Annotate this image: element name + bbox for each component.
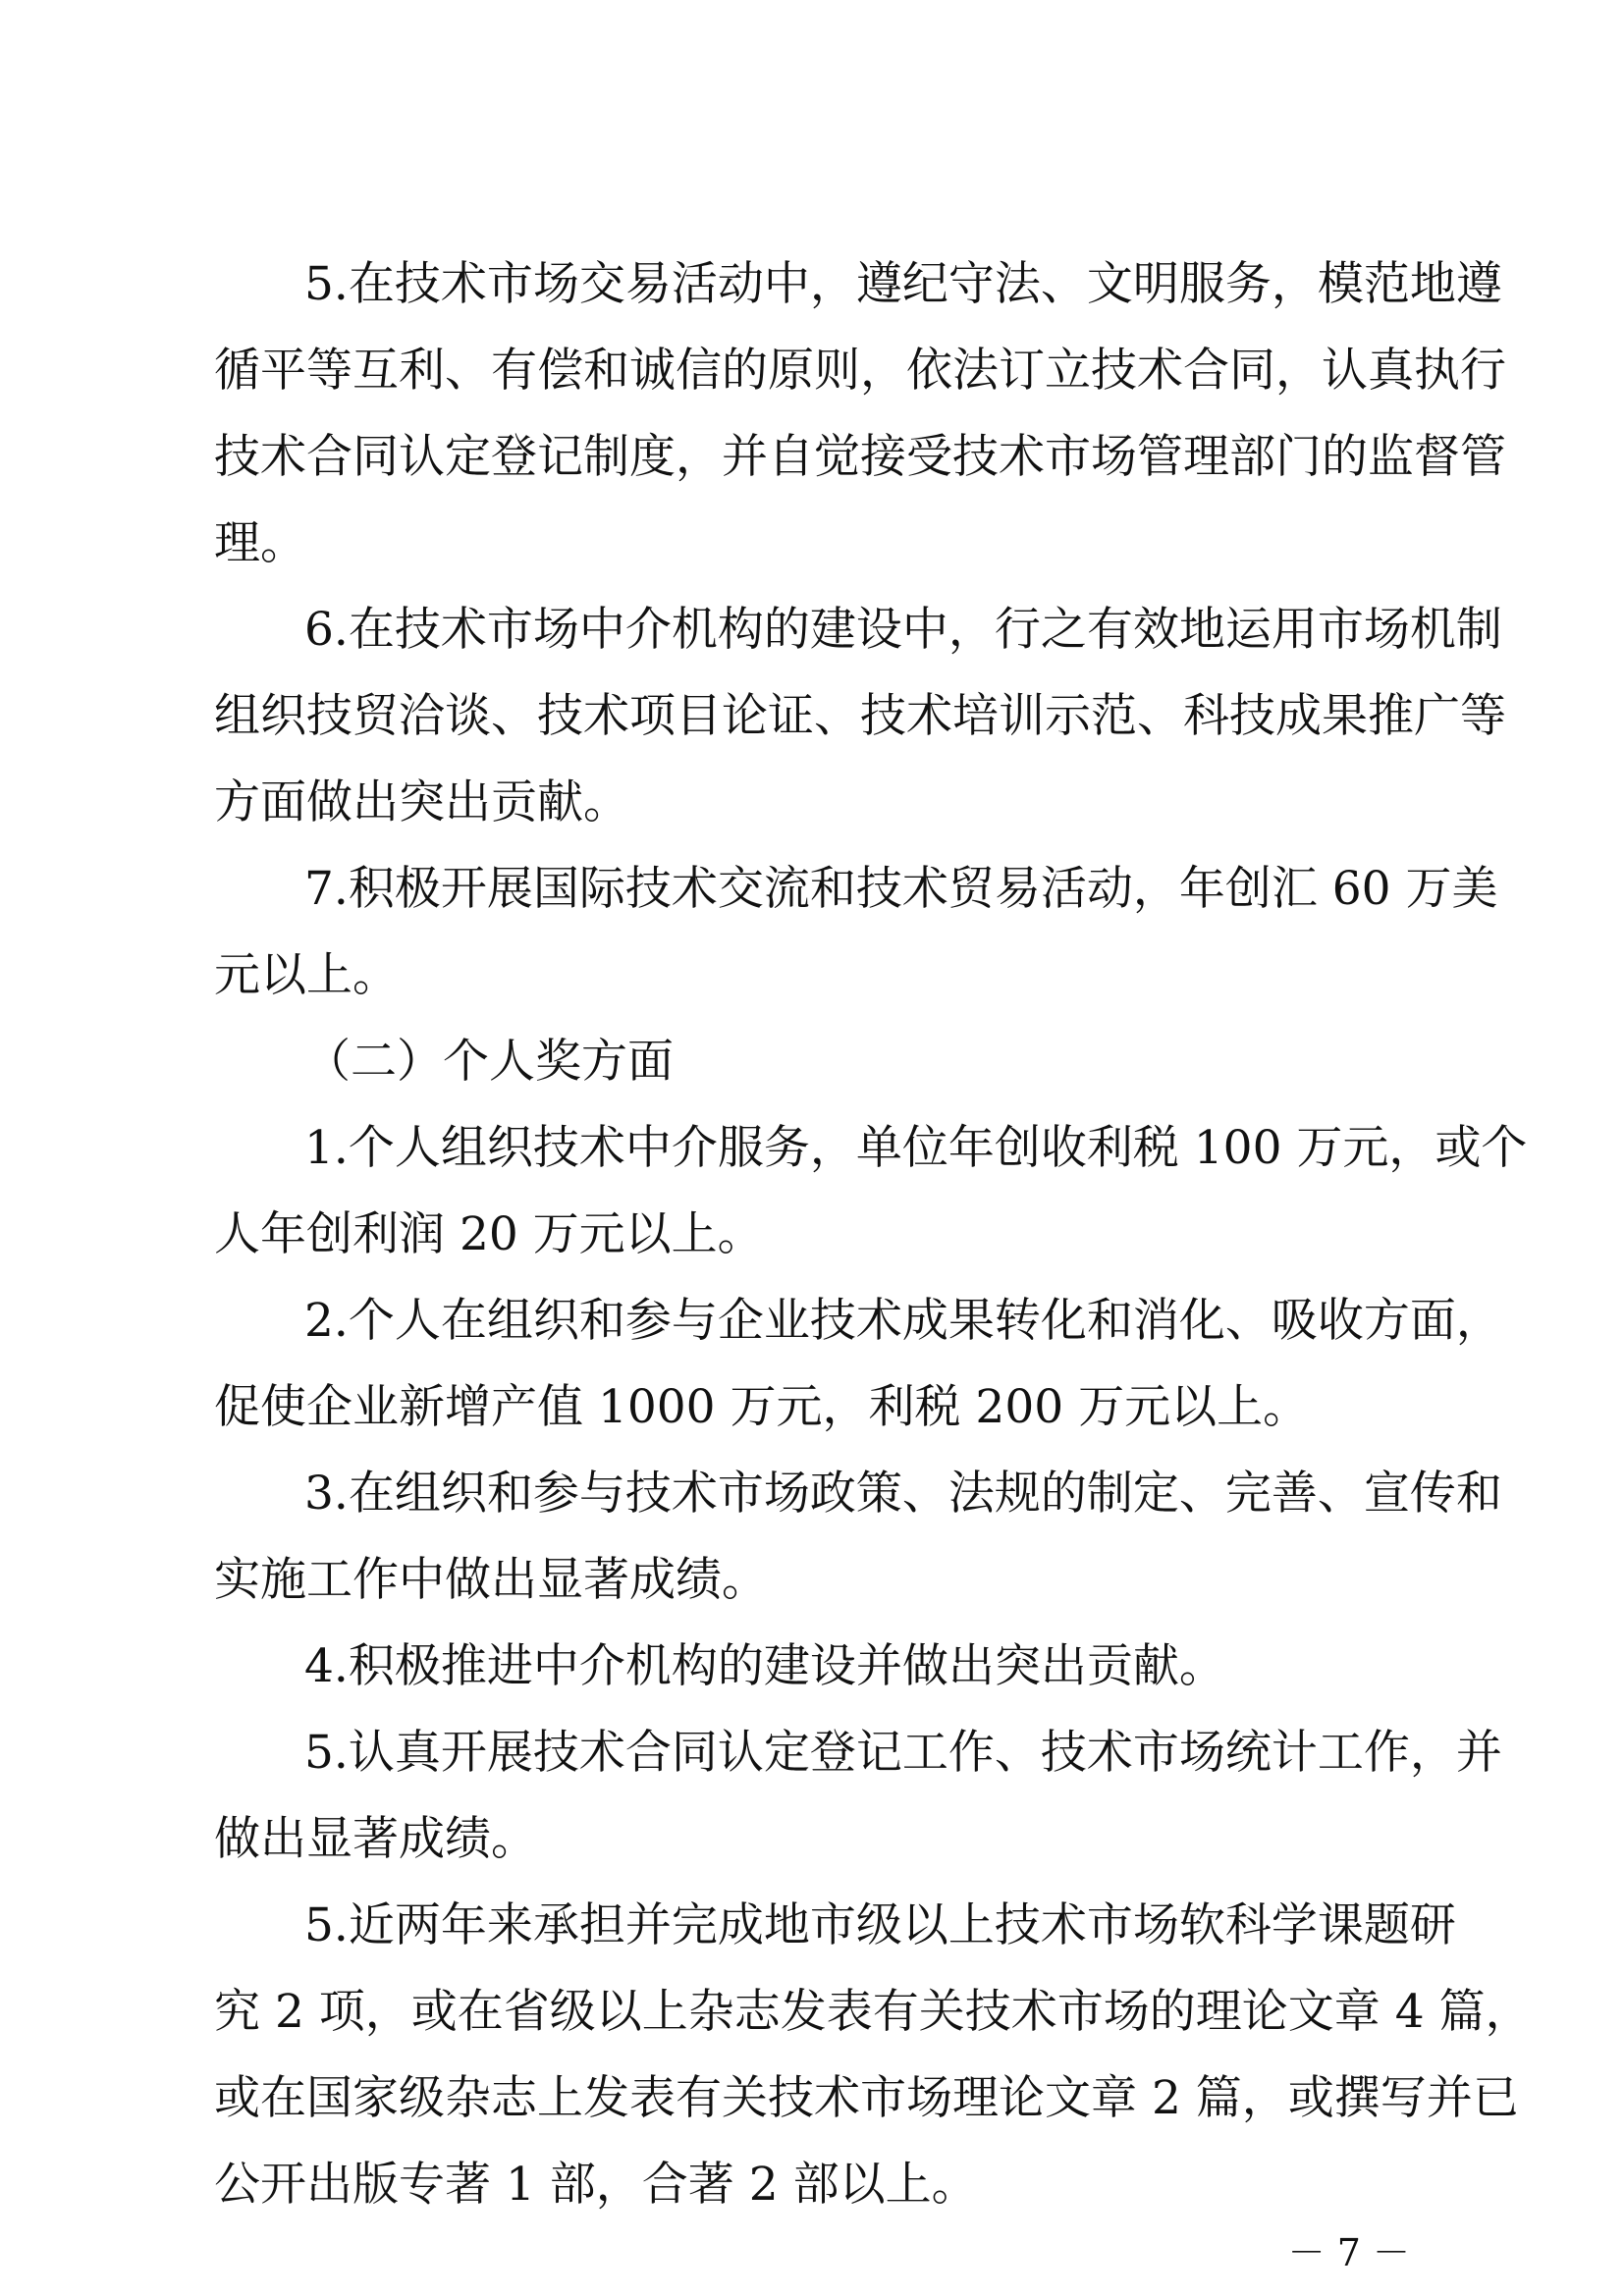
paragraph-line: 人年创利润 20 万元以上。 [214, 1207, 764, 1261]
paragraph-line: 理。 [214, 516, 306, 570]
paragraph-line: 7.积极开展国际技术交流和技术贸易活动，年创汇 60 万美 [304, 862, 1498, 916]
paragraph-line: 6.在技术市场中介机构的建设中，行之有效地运用市场机制 [304, 603, 1502, 657]
paragraph-line: 5.在技术市场交易活动中，遵纪守法、文明服务，模范地遵 [304, 257, 1502, 311]
paragraph-line: 或在国家级杂志上发表有关技术市场理论文章 2 篇，或撰写并已 [214, 2071, 1519, 2125]
paragraph-line: 实施工作中做出显著成绩。 [214, 1553, 768, 1607]
paragraph-line: 组织技贸洽谈、技术项目论证、技术培训示范、科技成果推广等 [214, 689, 1506, 743]
paragraph-line: 5.近两年来承担并完成地市级以上技术市场软科学课题研 [304, 1898, 1456, 1952]
paragraph-line: 2.个人在组织和参与企业技术成果转化和消化、吸收方面， [304, 1294, 1502, 1348]
paragraph-line: 5.认真开展技术合同认定登记工作、技术市场统计工作，并 [304, 1726, 1502, 1780]
paragraph-line: 公开出版专著 1 部，合著 2 部以上。 [214, 2158, 978, 2212]
paragraph-line: 促使企业新增产值 1000 万元，利税 200 万元以上。 [214, 1380, 1310, 1434]
paragraph-line: 3.在组织和参与技术市场政策、法规的制定、完善、宣传和 [304, 1467, 1502, 1521]
paragraph-line: 元以上。 [214, 948, 399, 1002]
section-heading: （二）个人奖方面 [304, 1035, 674, 1089]
paragraph-line: 技术合同认定登记制度，并自觉接受技术市场管理部门的监督管 [214, 430, 1506, 484]
paragraph-line: 做出显著成绩。 [214, 1812, 537, 1866]
paragraph-line: 1.个人组织技术中介服务，单位年创收利税 100 万元，或个 [304, 1121, 1528, 1175]
page-number: － 7 － [1287, 2231, 1410, 2274]
paragraph-line: 究 2 项，或在省级以上杂志发表有关技术市场的理论文章 4 篇， [214, 1985, 1532, 2039]
paragraph-line: 4.积极推进中介机构的建设并做出突出贡献。 [304, 1639, 1225, 1693]
paragraph-line: 方面做出突出贡献。 [214, 775, 629, 829]
paragraph-line: 循平等互利、有偿和诚信的原则，依法订立技术合同，认真执行 [214, 344, 1506, 398]
